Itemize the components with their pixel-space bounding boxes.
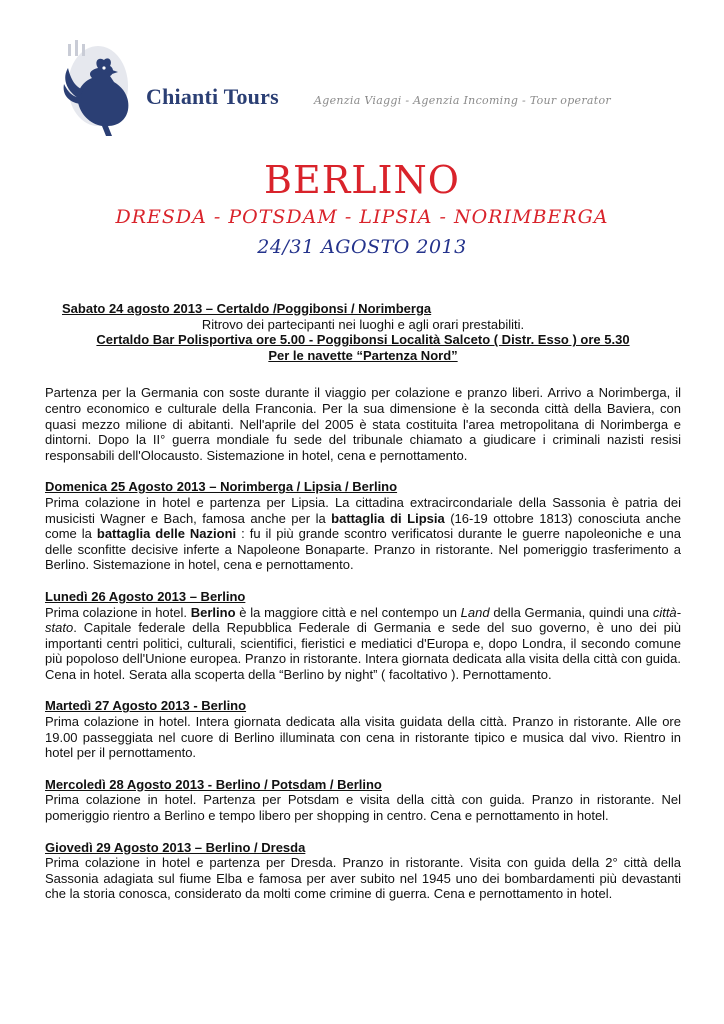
rooster-icon — [58, 38, 158, 138]
day-text-5: Prima colazione in hotel. Partenza per Potsdam e visita della città con guida. Pranzo in ristorante. Nel pomeriggio rientro a Berlino e tempo libero per shopping in centro. Cena e pernottamento in hotel. — [45, 792, 681, 824]
day-heading-1: Sabato 24 agosto 2013 – Certaldo /Poggibonsi / Norimberga — [62, 301, 432, 316]
day-heading-5: Mercoledì 28 Agosto 2013 - Berlino / Potsdam / Berlino — [45, 776, 382, 792]
day-text-1: Partenza per la Germania con soste durante il viaggio per colazione e pranzo liberi. Arrivo a Norimberga, il centro economico e culturale della Franconia. Per la sua dimensione è la seconda città della Baviera, con quasi mezzo milione di abitanti. Nell'aprile del 2005 è stata costituita l'area metropolitana di Norimberga e dintorni. Dopo la II° guerra mondiale fu sede del tribunale chiamato a giudicare i criminali nazisti resisi responsabili dell'Olocausto. Sistemazione in hotel, cena e pernottamento. — [45, 385, 681, 463]
day-text-3: Prima colazione in hotel. Berlino è la maggiore città e nel contempo un Land della Germania, quindi una città-stato. Capitale federale della Repubblica Federale di Germania e sede del suo governo, è uno dei più importanti centri politici, culturali, scientifici, fieristici e mediatici d'Europa e, dopo Londra, il secondo comune più popoloso dell'Unione europea. Pranzo in ristorante. Intera giornata dedicata alla visita della città con guida. Cena in hotel. Serata alla scoperta della “Berlino by night” ( facoltativo ). Pernottamento. — [45, 604, 681, 682]
itinerary — [45, 301, 681, 902]
tour-dates: 24/31 AGOSTO 2013 — [257, 236, 467, 258]
day-text-6: Prima colazione in hotel e partenza per Dresda. Pranzo in ristorante. Visita con guida della 2° città della Sassonia adagiata sul fiume Elba e famosa per aver subito nel 1945 uno dei bombardamenti più devastanti che la storia conosca, considerato da molti come crimine di guerra. Cena e pernottamento in hotel. — [45, 855, 681, 902]
page-title: BERLINO — [264, 158, 460, 202]
brand-tagline: Agenzia Viaggi - Agenzia Incoming - Tour operator — [314, 94, 611, 107]
day-text-2: Prima colazione in hotel e partenza per Lipsia. La cittadina extracircondariale della Sassonia è patria dei musicisti Wagner e Bach, famosa anche per la battaglia di Lipsia (16-19 ottobre 1813) conosciuta anche come la battaglia delle Nazioni : fu il più grande scontro verificatosi durante le guerre napoleoniche e una delle sconfitte decisive inferte a Napoleone Bonaparte. Pranzo in ristorante. Nel pomeriggio trasferimento a Berlino. Sistemazione in hotel, cena e pernottamento. — [45, 494, 682, 573]
day-heading-2: Domenica 25 Agosto 2013 – Norimberga / Lipsia / Berlino — [45, 479, 398, 495]
meeting-note: Ritrovo dei partecipanti nei luoghi e agli orari prestabiliti. — [201, 316, 525, 332]
page-subtitle: DRESDA - POTSDAM - LIPSIA - NORIMBERGA — [115, 206, 609, 228]
day-text-4: Prima colazione in hotel. Intera giornata dedicata alla visita guidata della città. Pranzo in ristorante. Alle ore 19.00 passeggiata nel cuore di Berlino illuminata con cena in ristorante tipico e musica dal vivo. Rientro in hotel per il pernottamento. — [45, 714, 681, 761]
day-heading-3: Lunedì 26 Agosto 2013 – Berlino — [45, 588, 246, 604]
pickup-info: Certaldo Bar Polisportiva ore 5.00 - Poggibonsi Località Salceto ( Distr. Esso ) ore 5.30 — [96, 332, 630, 348]
day-heading-4: Martedì 27 Agosto 2013 - Berlino — [45, 698, 247, 714]
shuttle-info: Per le navette “Partenza Nord” — [268, 347, 458, 363]
brand-name: Chianti Tours — [146, 84, 279, 109]
day-heading-6: Giovedì 29 Agosto 2013 – Berlino / Dresda — [45, 839, 306, 855]
